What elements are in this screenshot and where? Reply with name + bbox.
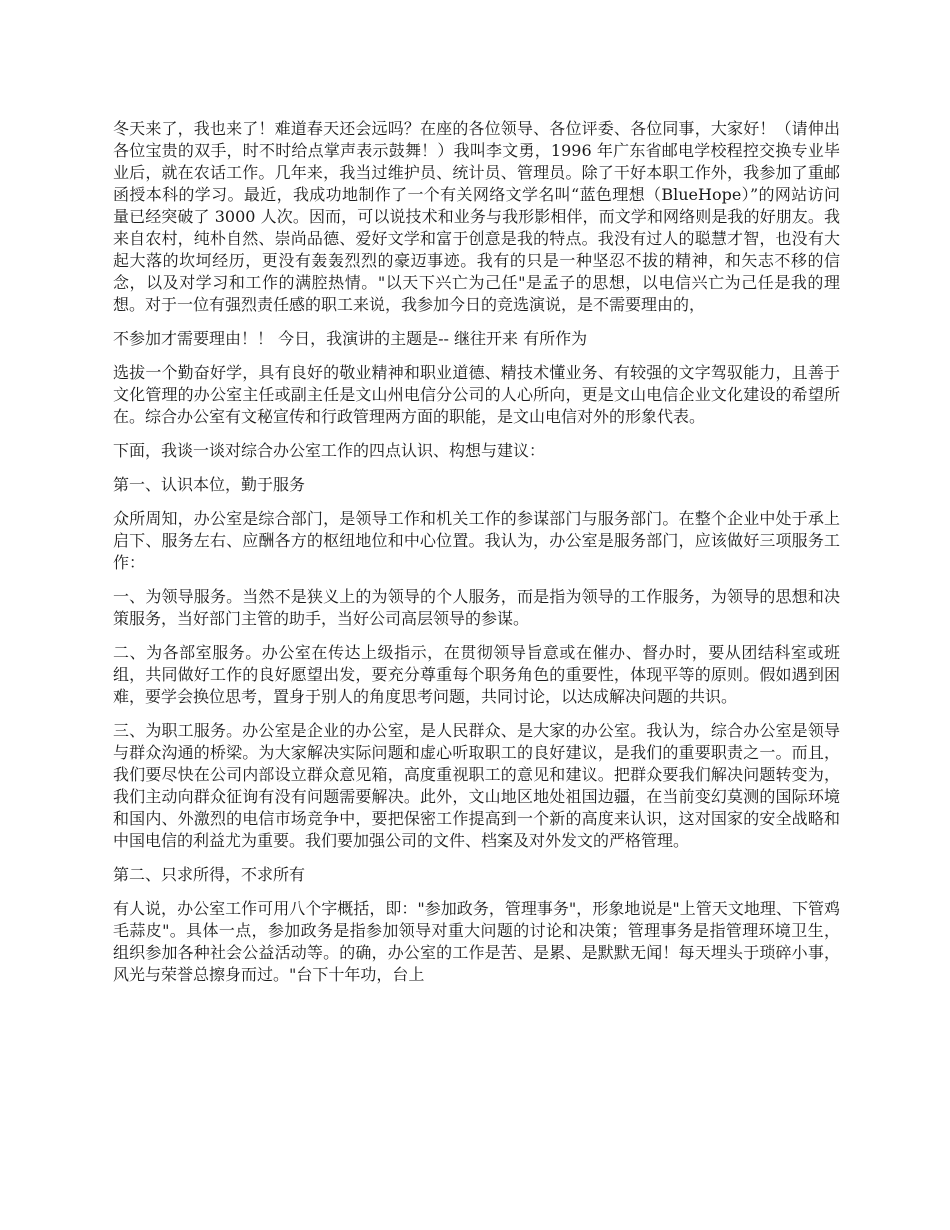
paragraph-theme: 不参加才需要理由！！ 今日，我演讲的主题是-- 继往开来 有所作为 bbox=[113, 329, 588, 348]
paragraph-serve-leaders: 一、为领导服务。当然不是狭义上的为领导的个人服务，而是指为领导的工作服务，为领导的思想和决策服务，当好部门主管的助手，当好公司高层领导的参谋。 bbox=[113, 587, 840, 628]
section-heading-second: 第二、只求所得，不求所有 bbox=[113, 865, 306, 884]
paragraph-overview: 下面，我谈一谈对综合办公室工作的四点认识、构想与建议： bbox=[113, 441, 546, 460]
document-page bbox=[113, 118, 840, 998]
paragraph-serve-staff: 三、为职工服务。办公室是企业的办公室，是人民群众、是大家的办公室。我认为，综合办公室是领导与群众沟通的桥梁。为大家解决实际问题和虚心听取职工的良好建议，是我们的重要职责之一。而且，我们要尽快在公司内部设立群众意见箱，高度重视职工的意见和建议。把群众要我们解决问题转变为，我们主动向群众征询有没有问题需要解决。此外，文山地区地处祖国边疆，在当前变幻莫测的国际环境和国内、外激烈的电信市场竞争中，要把保密工作提高到一个新的高度来认识，这对国家的安全战略和中国电信的利益尤为重要。我们要加强公司的文件、档案及对外发文的严格管理。 bbox=[113, 721, 840, 850]
paragraph-office-work: 有人说，办公室工作可用八个字概括，即："参加政务，管理事务"，形象地说是"上管天文地理、下管鸡毛蒜皮"。具体一点，参加政务是指参加领导对重大问题的讨论和决策；管理事务是指管理环境卫生，组织参加各种社会公益活动等。的确，办公室的工作是苦、是累、是默默无闻！每天埋头于琐碎小事，风光与荣誉总擦身而过。"台下十年功，台上 bbox=[113, 899, 840, 984]
paragraph-serve-departments: 二、为各部室服务。办公室在传达上级指示，在贯彻领导旨意或在催办、督办时，要从团结科室或班组，共同做好工作的良好愿望出发，要充分尊重每个职务角色的重要性，体现平等的原则。假如遇到困难，要学会换位思考，置身于别人的角度思考问题，共同讨论，以达成解决问题的共识。 bbox=[113, 643, 840, 706]
paragraph-intro: 冬天来了，我也来了！难道春天还会远吗？在座的各位领导、各位评委、各位同事，大家好！（请伸出各位宝贵的双手，时不时给点掌声表示鼓舞！）我叫李文勇，1996 年广东省邮电学校程控交换专业毕业后，就在农话工作。几年来，我当过维护员、统计员、管理员。除了干好本职工作外，我参加了重邮函授本科的学习。最近，我成功地制作了一个有关网络文学名叫“蓝色理想（BlueHope）”的网站访问量已经突破了 3000 人次。因而，可以说技术和业务与我形影相伴，而文学和网络则是我的好朋友。我来自农村，纯朴自然、崇尚品德、爱好文学和富于创意是我的特点。我没有过人的聪慧才智，也没有大起大落的坎坷经历，更没有轰轰烈烈的豪迈事迹。我有的只是一种坚忍不拔的精神，和矢志不移的信念，以及对学习和工作的满腔热情。"以天下兴亡为己任"是孟子的思想，以电信兴亡为己任是我的理想。对于一位有强烈责任感的职工来说，我参加今日的竞选演说，是不需要理由的， bbox=[113, 119, 840, 314]
section-heading-first: 第一、认识本位，勤于服务 bbox=[113, 475, 306, 494]
paragraph-selection: 选拔一个勤奋好学，具有良好的敬业精神和职业道德、精技术懂业务、有较强的文字驾驭能力，且善于文化管理的办公室主任或副主任是文山州电信分公司的人心所向，更是文山电信企业文化建设的希望所在。综合办公室有文秘宣传和行政管理两方面的职能，是文山电信对外的形象代表。 bbox=[113, 363, 840, 426]
paragraph-office-role: 众所周知，办公室是综合部门，是领导工作和机关工作的参谋部门与服务部门。在整个企业中处于承上启下、服务左右、应酬各方的枢纽地位和中心位置。我认为，办公室是服务部门，应该做好三项服务工作： bbox=[113, 509, 840, 572]
